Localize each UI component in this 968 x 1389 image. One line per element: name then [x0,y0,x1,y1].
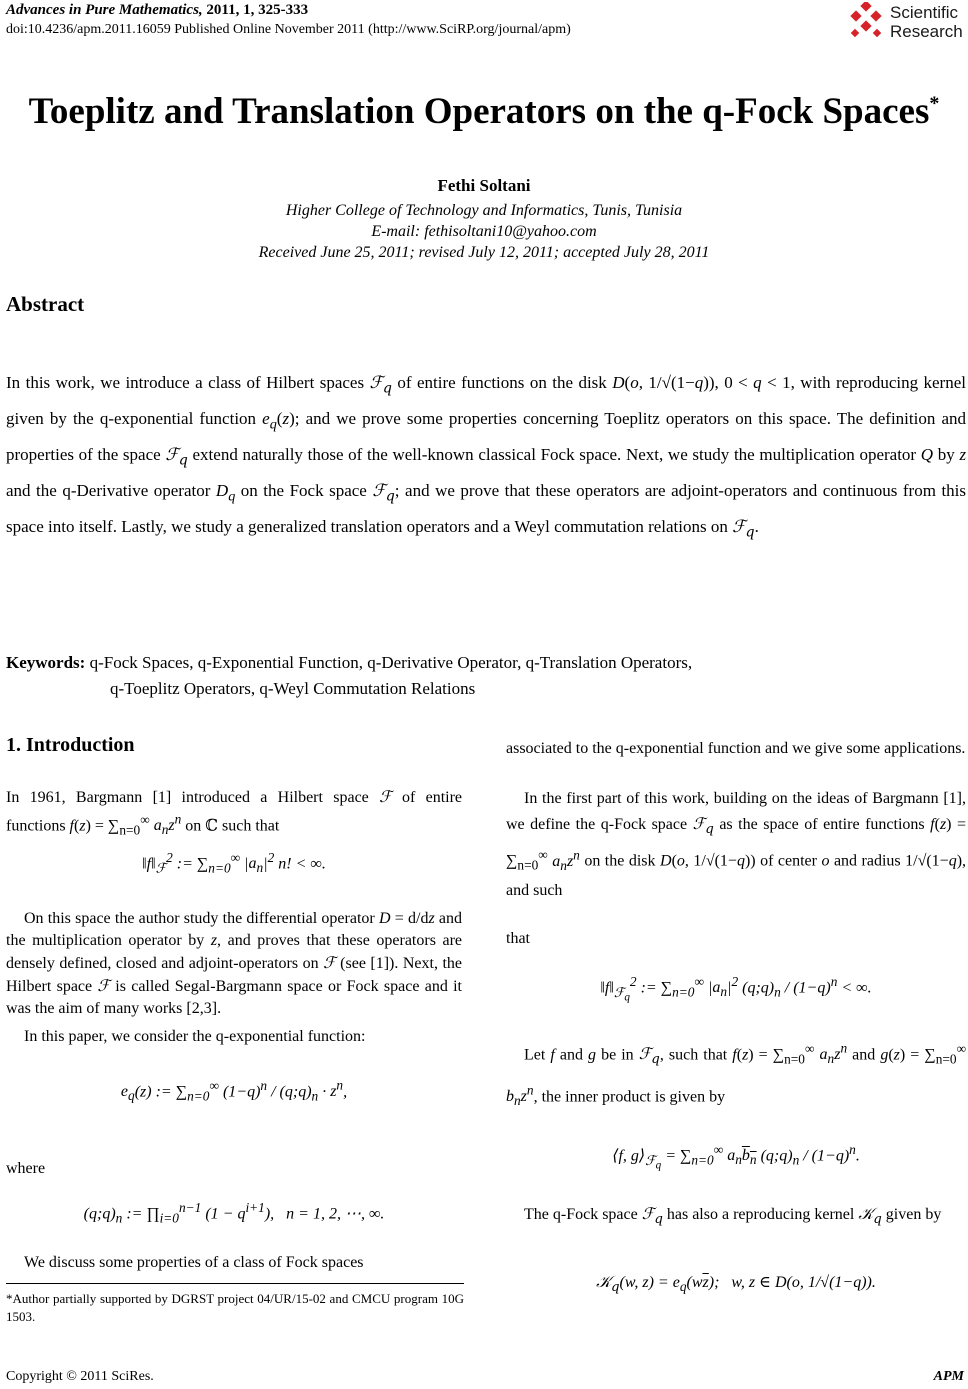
footnote-divider [6,1283,464,1284]
equation-inner-product: ⟨f, $g⟩_{ℱ_q} = \sum_{n=0}^\infty$ $a_nb_n$ $(q;q)_n / (1-q)^n$. [612,1142,860,1172]
left-col-where: where [6,1160,46,1177]
keywords-line2: q-Toeplitz Operators, q-Weyl Commutation Relations [110,679,476,698]
equation-q-norm: $‖f‖_{ℱ_q}^2$ := $\sum_{n=0}^\infty$ $|a_n|^2$ $(q;q)_n / (1-q)^n$ < ∞. [600,974,872,1004]
keywords-line1: q-Fock Spaces, q-Exponential Function, q-Derivative Operator, q-Translation Operators, [89,653,693,672]
doi-line: doi:10.4236/apm.2011.16059 Published Online November 2011 (http://www.SciRP.org/journal/apm) [6,22,571,37]
logo-mark-icon [848,2,888,42]
affiliation-block [0,200,968,263]
keywords-label: Keywords: [6,653,86,672]
dates: Received June 25, 2011; revised July 12, 2011; accepted July 28, 2011 [258,244,710,261]
keywords [6,650,946,702]
equation-kernel: 𝒦$_q$(w, $z) = e_q(w\overline{z})$; w, z ∈ D(o, 1/√(1−q)). [596,1272,876,1296]
affiliation: Higher College of Technology and Informatics, Tunis, Tunisia [285,202,683,219]
paper-title [0,90,968,133]
left-col-p4: We discuss some properties of a class of Fock spaces [24,1254,364,1271]
abstract-text: In this work, we introduce a class of Hilbert spaces ℱ$_q$ of entire functions on the disk D(o, 1/√(1−q)), 0 < q < 1, with reproducing kernel given by the q-exponential function $e_q(z)$; and we prove some properties concerning Toeplitz operators on this space. The definition and properties of the space ℱ$_q$ extend naturally those of the well-known classical Fock space. Next, we study the multiplication operator Q by z and the q-Derivative operator $D_q$ on the Fock space ℱ$_q$; and we prove that these operators are adjoint-operators and continuous from this space into itself. Lastly, we study a generalized translation operators and a Weyl commutation relations on ℱ$_q$. [6,373,967,540]
equation-norm: $‖f‖_ℱ^2$ := $\sum_{n=0}^\infty$ $|a_n|^2$ n! < ∞. [142,850,326,877]
right-col-p4: The q-Fock space ℱ$_q$ has also a reproducing kernel 𝒦$_q$ given by [524,1204,942,1228]
title-text: Toeplitz and Translation Operators on the q-Fock Spaces [28,91,930,132]
journal-abbreviation: APM [933,1369,964,1384]
footnote: *Author partially supported by DGRST project 04/UR/15-02 and CMCU program 10G 1503. [6,1291,464,1324]
section-heading: 1. Introduction [6,734,135,756]
title-footnote-mark: * [929,92,940,115]
equation-q-exponential: $e_q(z)$ := $\sum_{n=0}^\infty$ $(1-q)^n$ / $(q;q)_n \cdot z^n$, [120,1078,348,1104]
right-col-that: that [506,930,530,947]
logo-text-1: Scientific [890,3,959,22]
logo-text-2: Research [890,22,963,41]
left-col-p1: In 1961, Bargmann [1] introduced a Hilbert space ℱ of entire functions $f(z) = \sum_{n=0}^\infty$ $a_nz^n$ on ℂ such that [6,787,463,838]
right-col-p1: associated to the q-exponential function and we give some applications. [506,740,966,757]
copyright: Copyright © 2011 SciRes. [6,1369,154,1384]
equation-pochhammer: $(q;q)_n$ := $\prod_{i=0}^{n-1}$ $(1 - q^{i+1})$, n = 1, 2, ⋯, ∞. [83,1200,385,1226]
author-name: Fethi Soltani [437,176,531,195]
publisher-logo [848,2,968,42]
abstract-heading: Abstract [6,292,85,316]
left-col-p3: In this paper, we consider the q-exponential function: [24,1028,366,1045]
email: E-mail: fethisoltani10@yahoo.com [371,223,597,240]
right-col-p2: In the first part of this work, building on the ideas of Bargmann [1], we define the q-Fock space ℱ$_q$ as the space of entire functions $f(z) = \sum_{n=0}^\infty$ $a_nz^n$ on the disk D(o, 1/√(1−q)) of center o and radius 1/√(1−q), and such [506,790,967,899]
journal-header [6,2,308,19]
left-col-p2: On this space the author study the differential operator D = d/dz and the multiplication operator by z, and proves that these operators are densely defined, closed and adjoint-operators on ℱ (see [1]). Next, the Hilbert space ℱ is called Segal-Bargmann space or Fock space and it was the aim of many works [2,3]. [6,910,463,1017]
journal-volume: 2011, 1, 325-333 [202,2,309,18]
journal-name: Advances in Pure Mathematics, [6,2,203,18]
right-col-p3: Let f and g be in ℱ$_q$, such that $f(z) = \sum_{n=0}^\infty$ $a_nz^n$ and $g(z) = \sum_{n=0}^\infty$ $b_nz^n$, the inner product is given by [506,1041,967,1109]
